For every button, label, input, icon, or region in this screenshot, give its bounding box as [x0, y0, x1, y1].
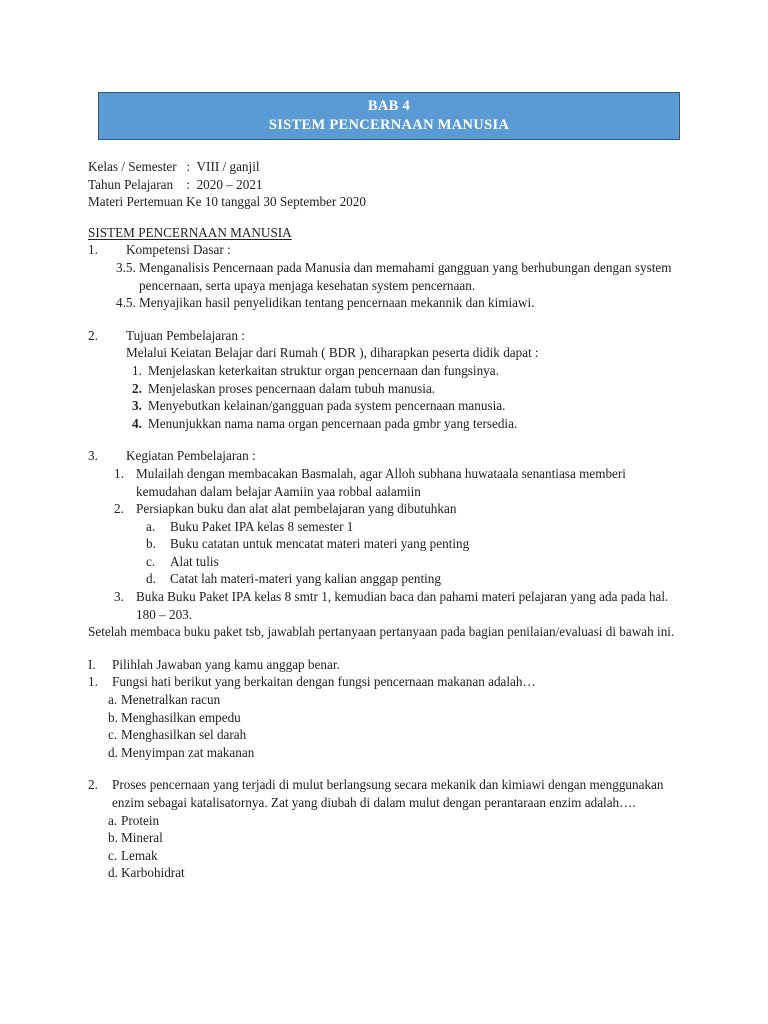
meta-materi-pertemuan: Materi Pertemuan Ke 10 tanggal 30 September 2020 — [88, 194, 366, 210]
answer-option-marker: a. — [108, 692, 118, 708]
answer-option-marker: d. — [108, 744, 118, 760]
kegiatan-item — [114, 500, 688, 518]
document-body — [88, 158, 688, 882]
section-kompetensi-dasar — [88, 241, 688, 259]
kd-item — [116, 294, 688, 312]
answer-option-marker: b. — [108, 830, 118, 846]
question-text: Fungsi hati berikut yang berkaitan dengan fungsi pencernaan makanan adalah… — [112, 674, 536, 690]
kd-item-marker: 3.5. — [116, 259, 136, 275]
tujuan-item — [132, 415, 688, 433]
kegiatan-item — [114, 465, 688, 500]
question-text: Proses pencernaan yang terjadi di mulut berlangsung secara mekanik dan kimiawi dengan menggunakan enzim sebagai katalisatornya. Zat yang diubah di dalam mulut dengan perantaraan enzim adalah…. — [112, 777, 664, 810]
kegiatan-subitem — [146, 553, 688, 571]
kegiatan-subitem-text: Buku catatan untuk mencatat materi materi yang penting — [170, 536, 470, 552]
meta-tahun-pelajaran: Tahun Pelajaran : 2020 – 2021 — [88, 176, 263, 192]
kegiatan-subitem-text: Catat lah materi-materi yang kalian anggap penting — [170, 571, 441, 587]
answer-option-marker: b. — [108, 709, 118, 725]
kegiatan-subitem-marker: b. — [146, 536, 156, 552]
kd-item-text: Menganalisis Pencernaan pada Manusia dan memahami gangguan yang berhubungan dengan system pencernaan, serta upaya menjaga kesehatan system pencernaan. — [139, 259, 672, 293]
tujuan-intro-text: Melalui Keiatan Belajar dari Rumah ( BDR ), diharapkan peserta didik dapat : — [126, 345, 539, 361]
question-item — [88, 673, 688, 691]
answer-option-text: Menyimpan zat makanan — [121, 744, 255, 760]
answer-option[interactable] — [108, 812, 688, 830]
section-number: 1. — [88, 242, 98, 258]
tujuan-intro-row — [88, 344, 688, 362]
tujuan-item-text: Menjelaskan keterkaitan struktur organ pencernaan dan fungsinya. — [148, 362, 499, 378]
closing-paragraph: Setelah membaca buku paket tsb, jawablah pertanyaan pertanyaan pada bagian penilaian/evaluasi di bawah ini. — [88, 624, 675, 640]
answer-option-text: Lemak — [121, 847, 158, 863]
answer-option[interactable] — [108, 744, 688, 762]
lesson-metadata — [88, 158, 688, 211]
tujuan-item-text: Menjelaskan proses pencernaan dalam tubuh manusia. — [148, 380, 436, 396]
kegiatan-item-marker: 2. — [114, 501, 124, 517]
kegiatan-subitem — [146, 518, 688, 536]
answer-option[interactable] — [108, 847, 688, 865]
section-heading: Tujuan Pembelajaran : — [126, 327, 245, 343]
tujuan-item-marker: 2. — [132, 380, 142, 396]
spacer — [88, 344, 126, 362]
kegiatan-item-marker: 1. — [114, 465, 124, 481]
evaluation-heading-marker: I. — [88, 656, 96, 672]
kd-item-marker: 4.5. — [116, 295, 136, 311]
answer-option-marker: d. — [108, 865, 118, 881]
section-number: 3. — [88, 448, 98, 464]
answer-option-marker: c. — [108, 727, 118, 743]
answer-option-text: Menghasilkan empedu — [121, 709, 241, 725]
answer-option[interactable] — [108, 726, 688, 744]
answer-option-text: Menetralkan racun — [121, 692, 221, 708]
banner-chapter-title: SISTEM PENCERNAAN MANUSIA — [268, 117, 510, 133]
kegiatan-subitem — [146, 535, 688, 553]
kd-item — [116, 259, 688, 294]
question-item — [88, 776, 688, 811]
question-number: 1. — [88, 674, 98, 690]
section-heading: Kompetensi Dasar : — [126, 242, 231, 258]
answer-option[interactable] — [108, 709, 688, 727]
tujuan-item-text: Menyebutkan kelainan/gangguan pada system pencernaan manusia. — [148, 398, 506, 414]
tujuan-item — [132, 362, 688, 380]
kegiatan-subitem-marker: c. — [146, 553, 156, 569]
answer-option[interactable] — [108, 829, 688, 847]
chapter-banner — [98, 92, 680, 140]
section-tujuan-pembelajaran — [88, 327, 688, 345]
kegiatan-subitem-marker: a. — [146, 518, 156, 534]
kegiatan-subitem-text: Buku Paket IPA kelas 8 semester 1 — [170, 518, 354, 534]
tujuan-item-marker: 1. — [132, 362, 142, 378]
section-heading: Kegiatan Pembelajaran : — [126, 448, 256, 464]
kd-item-text: Menyajikan hasil penyelidikan tentang pencernaan mekannik dan kimiawi. — [139, 295, 535, 311]
answer-option[interactable] — [108, 864, 688, 882]
answer-option-text: Mineral — [121, 830, 163, 846]
evaluation-heading-text: Pilihlah Jawaban yang kamu anggap benar. — [112, 656, 340, 672]
meta-kelas-semester: Kelas / Semester : VIII / ganjil — [88, 159, 260, 174]
tujuan-item — [132, 380, 688, 398]
kegiatan-subitem-text: Alat tulis — [170, 553, 219, 569]
kegiatan-item-text: Buka Buku Paket IPA kelas 8 smtr 1, kemudian baca dan pahami materi pelajaran yang ada pada hal. 180 – 203. — [136, 589, 669, 622]
kegiatan-item-marker: 3. — [114, 589, 124, 605]
kegiatan-item-text: Mulailah dengan membacakan Basmalah, agar Alloh subhana huwataala senantiasa memberi kemudahan dalam belajar Aamiin yaa robbal aalamiin — [136, 465, 626, 499]
kegiatan-subitem-marker: d. — [146, 571, 156, 587]
page-title: SISTEM PENCERNAAN MANUSIA — [88, 224, 292, 240]
kegiatan-item-text: Persiapkan buku dan alat alat pembelajaran yang dibutuhkan — [136, 501, 457, 517]
answer-option-text: Protein — [121, 812, 160, 828]
answer-option[interactable] — [108, 691, 688, 709]
answer-option-marker: a. — [108, 812, 118, 828]
section-kegiatan-pembelajaran — [88, 447, 688, 465]
answer-option-text: Karbohidrat — [121, 865, 185, 881]
kegiatan-subitem — [146, 570, 688, 588]
kegiatan-item — [114, 588, 688, 623]
tujuan-item-marker: 3. — [132, 398, 142, 414]
tujuan-item-marker: 4. — [132, 415, 142, 431]
answer-option-marker: c. — [108, 847, 118, 863]
section-number: 2. — [88, 327, 98, 343]
tujuan-item — [132, 397, 688, 415]
question-number: 2. — [88, 777, 98, 793]
tujuan-item-text: Menunjukkan nama nama organ pencernaan pada gmbr yang tersedia. — [148, 415, 518, 431]
answer-option-text: Menghasilkan sel darah — [121, 727, 247, 743]
evaluation-heading — [88, 656, 688, 674]
banner-chapter-number: BAB 4 — [367, 98, 411, 114]
